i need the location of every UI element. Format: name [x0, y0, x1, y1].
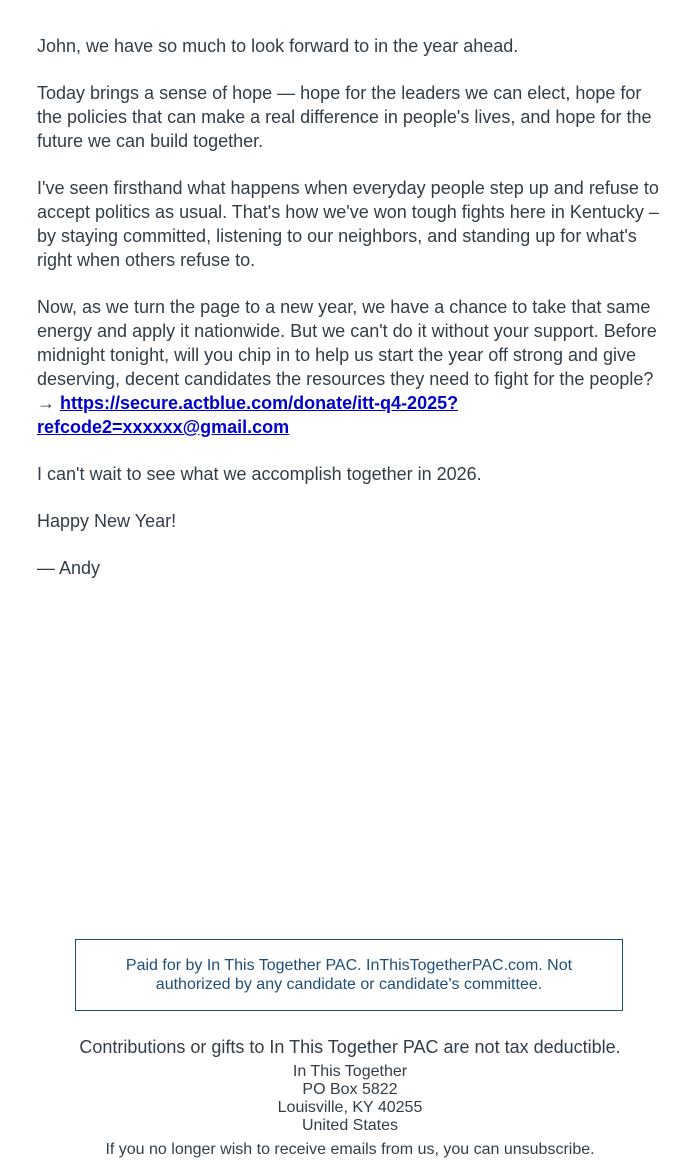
- mailing-address: [0, 1063, 700, 1135]
- paid-for-disclaimer: [75, 939, 623, 1011]
- address-city: Louisville, KY 40255: [277, 1099, 423, 1116]
- tax-deductible-note: Contributions or gifts to In This Together PAC are not tax deductible.: [79, 1037, 621, 1057]
- hope-paragraph: Today brings a sense of hope — hope for the leaders we can elect, hope for the policies that can make a real difference in people's lives, and hope for the future we can build together.: [37, 83, 652, 151]
- kentucky-paragraph: I've seen firsthand what happens when everyday people step up and refuse to accept politics as usual. That's how we've won tough fights here in Kentucky – by staying committed, listening to our neighbors, and standing up for what's right when others refuse to.: [37, 178, 659, 270]
- address-po-box: PO Box 5822: [302, 1081, 398, 1098]
- address-name: In This Together: [292, 1063, 408, 1080]
- unsubscribe-notice[interactable]: If you no longer wish to receive emails from us, you can unsubscribe.: [105, 1141, 595, 1158]
- disclaimer-text: Paid for by In This Together PAC. InThisTogetherPAC.com. Not authorized by any candidate or candidate's committee.: [125, 957, 573, 993]
- ask-paragraph: [37, 295, 667, 439]
- donate-link[interactable]: https://secure.actblue.com/donate/itt-q4-2025?refcode2=xxxxxx@gmail.com: [37, 393, 459, 437]
- greeting-paragraph: John, we have so much to look forward to in the year ahead.: [37, 36, 519, 56]
- signature: — Andy: [37, 558, 101, 578]
- arrow-icon: →: [37, 393, 55, 413]
- email-body: [37, 34, 667, 603]
- year-paragraph: I can't wait to see what we accomplish together in 2026.: [37, 464, 482, 484]
- holiday-greeting: Happy New Year!: [37, 511, 177, 531]
- ask-text: Now, as we turn the page to a new year, we have a chance to take that same energy and apply it nationwide. But we can't do it without your support. Before midnight tonight, will you chip in to help us start the year off strong and give deserving, decent candidates the resources they need to fight for the people?: [37, 297, 657, 389]
- address-country: United States: [301, 1117, 399, 1134]
